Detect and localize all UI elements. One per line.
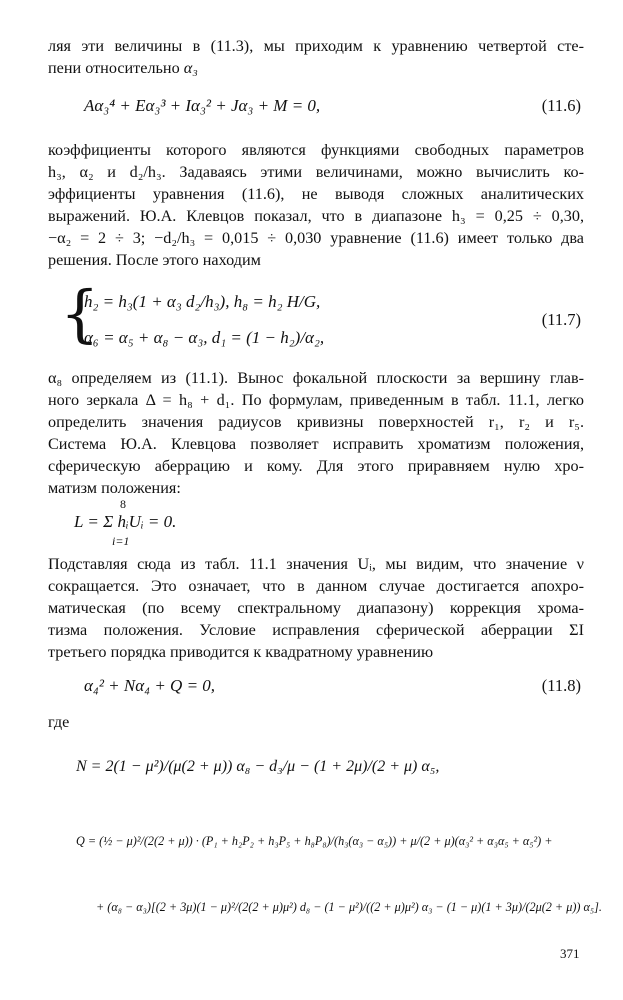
- equation-number: (11.8): [541, 676, 581, 695]
- text-line: α₈ определяем из (11.1). Вынос фокальной плоскости за вершину глав-: [48, 369, 584, 387]
- text-line: пени относительно α₃: [48, 59, 198, 77]
- text-line: ляя эти величины в (11.3), мы приходим к уравнению четвертой сте-: [48, 37, 584, 55]
- text-line: тизма положения. Условие исправления сферической аберрации ΣI: [48, 621, 584, 639]
- equation-number: (11.6): [541, 96, 581, 115]
- text-line: решения. После этого находим: [48, 251, 261, 269]
- equation-Q-line2: + (α₈ − α₃)[(2 + 3μ)(1 − μ)²/(2(2 + μ)μ²) d₈ − (1 − μ²)/((2 + μ)μ²) α₃ − (1 − μ)(1 + 3μ)/(2μ(2 + μ)) α₅].: [96, 900, 602, 914]
- equation-11-6: Aα₃⁴ + Eα₃³ + Iα₃² + Jα₃ + M = 0,: [84, 96, 321, 115]
- sum-upper-limit: 8: [120, 497, 126, 511]
- system-brace: {: [60, 277, 100, 350]
- text-line: ного зеркала Δ = h₈ + d₁. По формулам, приведенным в табл. 11.1, легко: [48, 391, 584, 409]
- text-line: эффициенты уравнения (11.6), не выводя сложных аналитических: [48, 185, 584, 203]
- equation-11-7-line2: α₆ = α₅ + α₈ − α₃, d₁ = (1 − h₂)/α₂,: [84, 328, 325, 347]
- text-line: определить значения радиусов кривизны поверхностей r₁, r₂ и r₅.: [48, 413, 584, 431]
- sum-lower-limit: i=1: [112, 534, 130, 548]
- text-line: матизм положения:: [48, 479, 181, 497]
- text-line: −α₂ = 2 ÷ 3; −d₂/h₃ = 0,015 ÷ 0,030 уравнение (11.6) имеет только два: [48, 229, 584, 247]
- text-line: коэффициенты которого являются функциями свободных параметров: [48, 141, 584, 159]
- where-label: где: [48, 713, 70, 731]
- page-number: 371: [560, 946, 580, 961]
- equation-N: N = 2(1 − μ²)/(μ(2 + μ)) α₈ − d₃/μ − (1 + 2μ)/(2 + μ) α₅,: [76, 758, 440, 775]
- text-line: матическая (по всему спектральному диапазону) коррекция хрома-: [48, 599, 584, 617]
- text-line: сокращается. Это означает, что в данном случае достигается апохро-: [48, 577, 584, 595]
- equation-number: (11.7): [541, 310, 581, 329]
- equation-11-7-line1: h₂ = h₃(1 + α₃ d₂/h₃), h₈ = h₂ H/G,: [84, 292, 321, 311]
- text-line: выражений. Ю.А. Клевцов показал, что в диапазоне h₃ = 0,25 ÷ 0,30,: [48, 207, 584, 225]
- equation-11-8: α₄² + Nα₄ + Q = 0,: [84, 676, 216, 695]
- text-line: сферическую аберрацию и кому. Для этого приравняем нулю хро-: [48, 457, 584, 475]
- text-line: Система Ю.А. Клевцова позволяет исправить хроматизм положения,: [48, 435, 584, 453]
- text-line: Подставляя сюда из табл. 11.1 значения Uᵢ, мы видим, что значение ν: [48, 555, 584, 573]
- variable-alpha3: α₃: [183, 59, 198, 77]
- equation-chromatism: L = Σ hᵢUᵢ = 0.: [74, 512, 177, 531]
- text-line: третьего порядка приводится к квадратному уравнению: [48, 643, 434, 661]
- equation-Q-line1: Q = (½ − μ)²/(2(2 + μ)) · (P₁ + h₂P₂ + h₃P₅ + h₈P₈)/(h₃(α₃ − α₅)) + μ/(2 + μ)(α₃² + α₃α₅ + α₅²) +: [76, 834, 553, 848]
- text-line: h₃, α₂ и d₂/h₃. Задаваясь этими величинами, можно вычислить ко-: [48, 163, 584, 181]
